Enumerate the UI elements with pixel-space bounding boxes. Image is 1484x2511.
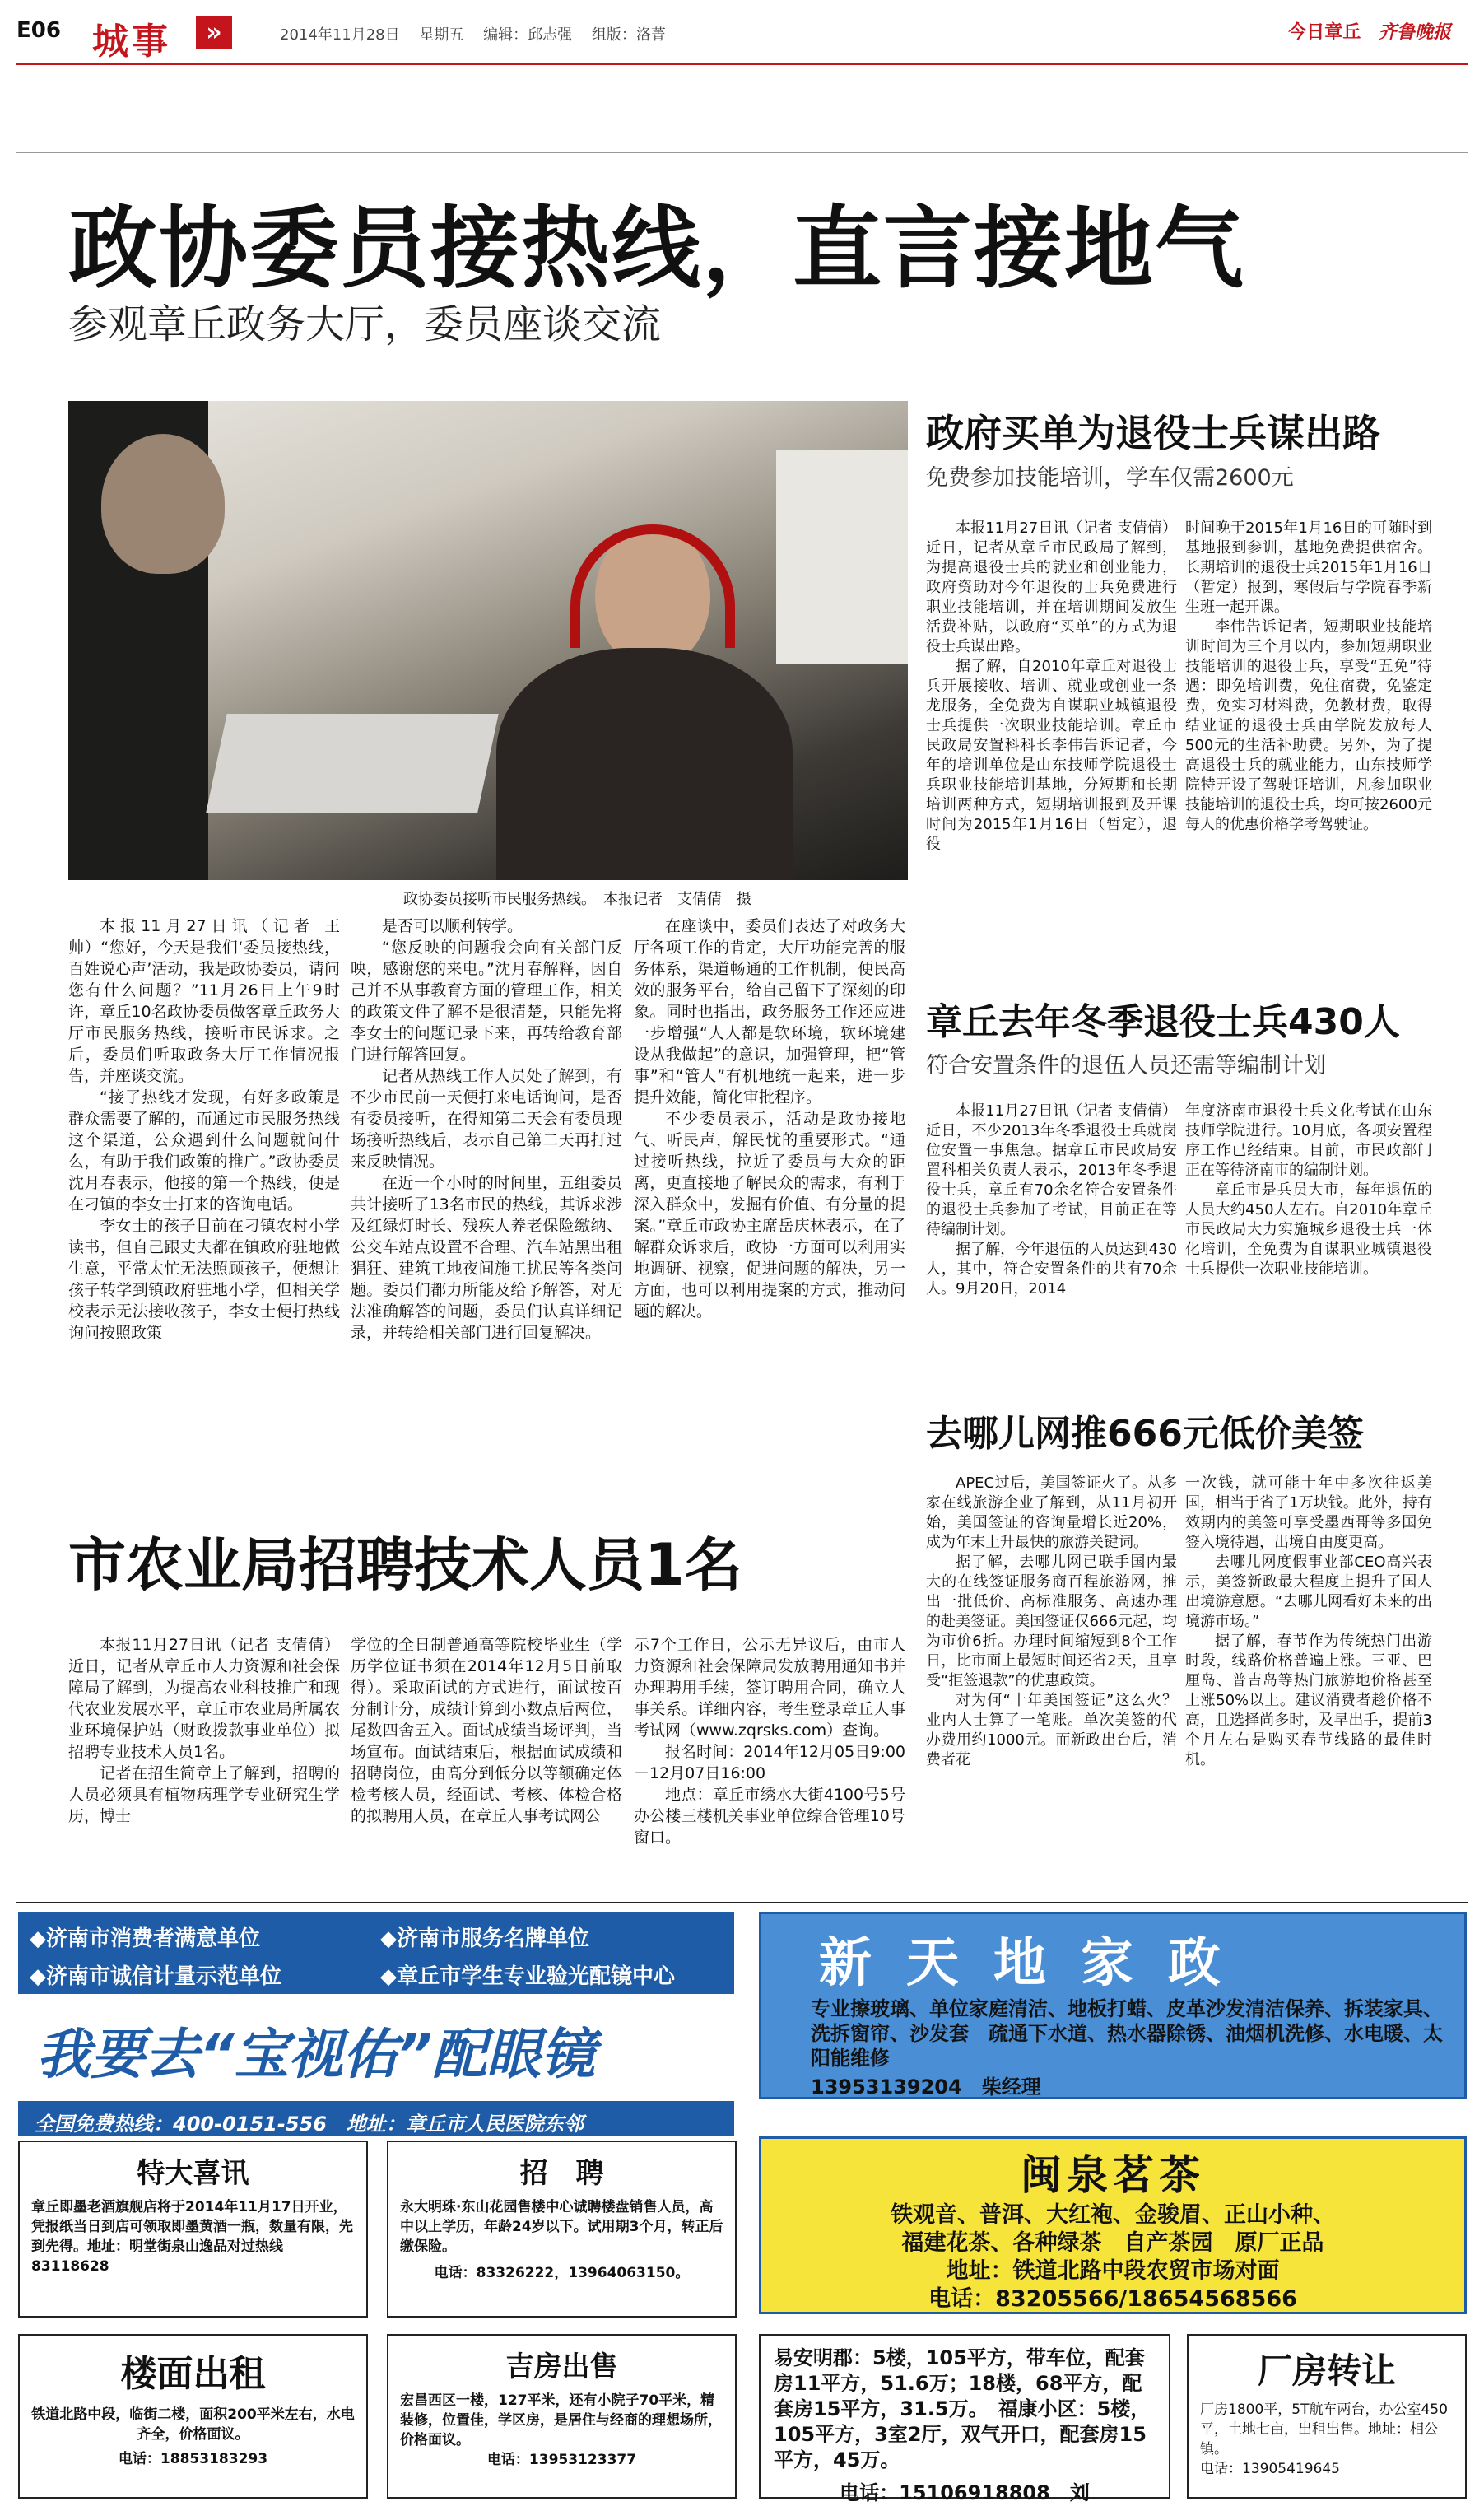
article3-column-2: 年度济南市退役士兵文化考试在山东技师学院进行。10月底，各项安置程序工作已经结束。目前，市民政部门正在等待济南市的编制计划。 章丘市是兵员大市，每年退伍的人员大约450人左右。自2010年章丘市民政局大力实施城乡退役士兵一体化培训，全免费为自谋职业城镇退役士兵提供一次职业技能培训。 [1185, 1102, 1432, 1278]
tea-ad-line: 福建花茶、各种绿茶 自产茶园 原厂正品 [901, 2230, 1324, 2256]
lead-photo [68, 401, 908, 880]
tea-ad [759, 2136, 1467, 2314]
article4-column-1: APEC过后，美国签证火了。从多家在线旅游企业了解到，从11月初开始，美国签证的咨询量增长近20%，成为年末上升最快的旅游关键词。 据了解，去哪儿网已联手国内最大的在线签证服务商百程旅游网，推出一批低价、高标准服务、高速办理的赴美签证。美国签证仅666元起，均为市价6折。办理时间缩短到8个工作日，比市面上最短时间还省2天，且享受“拒签退款”的优惠政策。 对为何“十年美国签证”这么火？业内人士算了一笔账。单次美签的代办费用约1000元。而新政出台后，消费者花 [926, 1474, 1177, 1768]
photo-caption: 政协委员接听市民服务热线。 本报记者 支倩倩 摄 [403, 891, 751, 908]
classified-ad-text: 宏昌西区一楼，127平米，还有小院子70平米，精装修，位置佳，学区房，是居住与经商的理想场所，价格面议。 [400, 2392, 722, 2448]
photo-man-head [101, 434, 225, 574]
issue-weekday: 星期五 [419, 26, 464, 44]
masthead-right [1288, 18, 1451, 44]
lead-column-3: 在座谈中，委员们表达了对政务大厅各项工作的肯定，大厅功能完善的服务体系，渠道畅通的工作机制，便民高效的服务平台，给自己留下了深刻的印象。同时也指出，政务服务工作还应进一步增强“人人都是软环境，软环境建设从我做起”的意识，加强管理，把“管事”和“管人”有机地统一起来，进一步提升效能，简化审批程序。 不少委员表示，活动是政协接地气、听民声，解民忧的重要形式。“通过接听热线，拉近了委员与大众的距离，更直接地了解民众的需求，有利于深入群众中，发掘有价值、有分量的提案。”章丘市政协主席岳庆林表示，在了解群众诉求后，政协一方面可以利用实地调研、视察，促进问题的解决，另一方面，也可以利用提案的方式，推动问题的解决。 [634, 917, 905, 1321]
lead-column-1: 本报11月27日讯（记者 王帅）“您好，今天是我们‘委员接热线，百姓说心声’活动，我是政协委员，请问您有什么问题？”11月26日上午9时许，章丘10名政协委员做客章丘政务大厅市民服务热线，接听市民诉求。之后，委员们听取政务大厅工作情况报告，并座谈交流。 “接了热线才发现，有好多政策是群众需要了解的，而通过市民服务热线这个渠道，公众遇到什么问题就问什么，有助于我们政策的推广。”政协委员沈月春表示，他接的第一个热线，便是在刁镇的李女士打来的咨询电话。 李女士的孩子目前在刁镇农村小学读书，但自己跟丈夫都在镇政府驻地做生意，平常太忙无法照顾孩子，便想让孩子转学到镇政府驻地小学，但相关学校表示无法接收孩子，李女士便打热线询问按照政策 [68, 917, 340, 1342]
classified-ad-text: 永大明珠·东山花园售楼中心诚聘楼盘销售人员，高中以上学历，年龄24岁以下。试用期3个月，转正后缴保险。 [400, 2199, 723, 2255]
glasses-ad-slogan: 我要去“宝视佑”配眼镜 [36, 2023, 596, 2086]
section-title: 城事 [92, 21, 171, 63]
tea-ad-line: 铁观音、普洱、大红袍、金骏眉、正山小种、 [891, 2202, 1335, 2228]
tea-ad-line: 地址：铁道北路中段农贸市场对面 [946, 2258, 1280, 2284]
article4-headline: 去哪儿网推666元低价美签 [926, 1413, 1364, 1455]
article2-headline: 政府买单为退役士兵谋出路 [926, 411, 1380, 455]
tea-ad-title: 闽泉茗茶 [1021, 2151, 1205, 2199]
classified-ad-title: 吉房出售 [505, 2350, 618, 2383]
article3-subheadline: 符合安置条件的退伍人员还需等编制计划 [926, 1053, 1326, 1078]
classified-ad-text: 易安明郡：5楼，105平方，带车位，配套房11平方，51.6万；18楼，68平方，配套房15平方，31.5万。 福康小区：5楼，105平方，3室2厅，双气开口，配套房15平方，45万。 [774, 2346, 1151, 2471]
article5-headline: 市农业局招聘技术人员1名 [68, 1531, 742, 1599]
article5-column-2: 学位的全日制普通高等院校毕业生（学历学位证书须在2014年12月5日前取得）。采取面试的方式进行，面试按百分制计分，成绩计算到小数点后两位，尾数四舍五入。面试成绩当场评判，当场宣布。面试结束后，根据面试成绩和招聘岗位，由高分到低分以等额确定体检考核人员，经面试、考核、体检合格的拟聘用人员，在章丘人事考试网公 [351, 1636, 622, 1825]
chevron-right-icon: » [196, 16, 232, 49]
classified-ad-title: 楼面出租 [120, 2353, 266, 2395]
article2-column-2: 时间晚于2015年1月16日的可随时到基地报到参训，基地免费提供宿舍。长期培训的退役士兵2015年1月16日（暂定）报到，寒假后与学院春季新生班一起开课。 李伟告诉记者，短期职业技能培训时间为三个月以内，参加短期职业技能培训的退役士兵，享受“五免”待遇：即免培训费，免住宿费，免鉴定费，免实习材料费，免教材费，取得结业证的退役士兵由学院发放每人500元的生活补助费。另外，为了提高退役士兵的就业能力，山东技师学院特开设了驾驶证培训，凡参加职业技能培训的退役士兵，均可按2600元每人的优惠价格学考驾驶证。 [1185, 519, 1432, 833]
header-rule [16, 63, 1468, 65]
lead-headline: 政协委员接热线，直言接地气 [68, 198, 1246, 300]
classified-ad-phone: 电话：13953123377 [486, 2452, 637, 2468]
classified-ad-phone: 电话：83326222，13964063150。 [434, 2265, 690, 2281]
housekeeping-ad-title: 新天地家政 [819, 1933, 1255, 1994]
housekeeping-ad [759, 1912, 1467, 2099]
glasses-ad-line: ◆济南市服务名牌单位 [380, 1926, 589, 1951]
issue-meta [280, 23, 681, 44]
issue-editor: 编辑：邱志强 [483, 26, 573, 44]
glasses-ad [18, 1912, 734, 2136]
classified-ad-title: 招 聘 [519, 2157, 604, 2190]
classified-ad-text: 章丘即墨老酒旗舰店将于2014年11月17日开业，凭报纸当日到店可领取即墨黄酒一瓶，数量有限，先到先得。地址：明堂街泉山逸品对过热线83118628 [31, 2199, 353, 2275]
glasses-ad-line: ◆济南市诚信计量示范单位 [30, 1964, 281, 1989]
glasses-ad-line: ◆章丘市学生专业验光配镜中心 [380, 1964, 675, 1989]
tea-ad-line: 电话：83205566/18654568566 [928, 2286, 1297, 2312]
glasses-ad-footer: 全国免费热线：400-0151-556 地址：章丘市人民医院东邻 [35, 2113, 584, 2136]
article3-headline: 章丘去年冬季退役士兵430人 [926, 1001, 1400, 1043]
photo-monitor [776, 450, 908, 664]
classified-ad-text: 厂房1800平，5T航车两台，办公室450平，土地七亩，出租出售。地址：相公镇。 [1200, 2402, 1448, 2457]
housekeeping-ad-body: 专业擦玻璃、单位家庭清洁、地板打蜡、皮革沙发清洁保养、拆装家具、洗拆窗帘、沙发套 疏通下水道、热水器除锈、油烟机洗修、水电暖、太阳能维修 [811, 1997, 1443, 2070]
article2-subheadline: 免费参加技能培训，学车仅需2600元 [926, 465, 1294, 491]
article3-column-1: 本报11月27日讯（记者 支倩倩）近日，不少2013年冬季退役士兵就岗位安置一事焦急。据章丘市民政局安置科相关负责人表示，2013年冬季退役士兵，章丘有70余名符合安置条件的退役士兵参加了考试，目前正在等待编制计划。 据了解，今年退伍的人员达到430人，其中，符合安置条件的共有70余人。9月20日，2014 [926, 1102, 1177, 1297]
edition-label: 今日章丘 [1288, 22, 1361, 43]
classified-ad-title: 特大喜讯 [137, 2157, 249, 2190]
classified-ad-phone: 电话：15106918808 刘 [840, 2481, 1090, 2504]
classified-ad-phone: 电话：13905419645 [1200, 2461, 1340, 2477]
photo-member-body [496, 648, 793, 880]
ads-rule [16, 1902, 1468, 1903]
article5-column-1: 本报11月27日讯（记者 支倩倩）近日，记者从章丘市人力资源和社会保障局了解到，为提高农业科技推广和现代农业发展水平，章丘市农业局所属农业环境保护站（财政拨款事业单位）拟招聘专业技术人员1名。 记者在招生简章上了解到，招聘的人员必须具有植物病理学专业研究生学历，博士 [68, 1636, 340, 1825]
classified-ad-phone: 电话：18853183293 [118, 2451, 268, 2467]
newspaper-logo: 齐鲁晚报 [1378, 21, 1451, 43]
glasses-ad-line: ◆济南市消费者满意单位 [30, 1926, 260, 1951]
classified-ad-text: 铁道北路中段，临街二楼，面积200平米左右，水电齐全，价格面议。 [31, 2406, 355, 2443]
issue-date: 2014年11月28日 [280, 26, 400, 44]
lead-subheadline: 参观章丘政务大厅，委员座谈交流 [68, 301, 662, 347]
thin-rule [16, 152, 1468, 153]
classified-ad [387, 2141, 737, 2318]
classified-ad [18, 2334, 368, 2499]
classified-ad [18, 2141, 368, 2318]
housekeeping-ad-contact: 13953139204 柴经理 [811, 2075, 1041, 2099]
article2-column-1: 本报11月27日讯（记者 支倩倩）近日，记者从章丘市民政局了解到，为提高退役士兵的就业和创业能力，政府资助对今年退役的士兵免费进行职业技能培训，并在培训期间发放生活费补贴，以政府“买单”的方式为退役士兵谋出路。 据了解，自2010年章丘对退役士兵开展接收、培训、就业或创业一条龙服务，全免费为自谋职业城镇退役士兵提供一次职业技能培训。章丘市民政局安置科科长李伟告诉记者，今年的培训单位是山东技师学院退役士兵职业技能培训基地，分短期和长期培训两种方式，短期培训报到及开课时间为2015年1月16日（暂定），退役 [926, 519, 1177, 853]
classified-ad [1187, 2334, 1467, 2499]
lead-column-2: 是否可以顺利转学。 “您反映的问题我会向有关部门反映，感谢您的来电。”沈月春解释，因自己并不从事教育方面的管理工作，相关的政策文件了解不是很清楚，只能先将李女士的问题记录下来，再转给教育部门进行解答回复。 记者从热线工作人员处了解到，有不少市民前一天便打来电话询问，是否有委员接听，在得知第二天会有委员现场接听热线后，表示自己第二天再打过来反映情况。 在近一个小时的时间里，五组委员共计接听了13名市民的热线，其诉求涉及红绿灯时长、残疾人养老保险缴纳、公交车站点设置不合理、汽车站黑出租猖狂、建筑工地夜间施工扰民等各类问题。委员们都力所能及给予解答，对无法准确解答的问题，委员们认真详细记录，并转给相关部门进行回复解决。 [351, 917, 622, 1342]
classified-ad [387, 2334, 737, 2499]
classified-ad [759, 2334, 1170, 2504]
headset-icon [570, 524, 735, 648]
article4-column-2: 一次钱，就可能十年中多次往返美国，相当于省了1万块钱。此外，持有效期内的美签可享受墨西哥等多国免签入境待遇，出境自由度更高。 去哪儿网度假事业部CEO高兴表示，美签新政最大程度上提升了国人出境游意愿。“去哪儿网看好未来的出境游市场。” 据了解，春节作为传统热门出游时段，线路价格普遍上涨。三亚、巴厘岛、普吉岛等热门旅游地价格甚至上涨50%以上。建议消费者趁价格不高，且选择尚多时，及早出手，提前3个月左右是购买春节线路的最佳时机。 [1185, 1474, 1432, 1768]
article5-column-3: 示7个工作日，公示无异议后，由市人力资源和社会保障局发放聘用通知书并办理聘用手续，签订聘用合同，确立人事关系。详细内容，考生登录章丘人事考试网（www.zqrsks.com）查询。 报名时间：2014年12月05日9:00－12月07日16:00 地点：章丘市绣水大街4100号5号办公楼三楼机关事业单位综合管理10号窗口。 [634, 1636, 905, 1847]
photo-keyboard [206, 714, 499, 813]
glasses-ad-banner [18, 1994, 734, 2101]
page-number: E06 [16, 18, 61, 43]
classified-ad-title: 厂房转让 [1257, 2350, 1396, 2391]
issue-layout: 组版：洛菁 [591, 26, 666, 44]
